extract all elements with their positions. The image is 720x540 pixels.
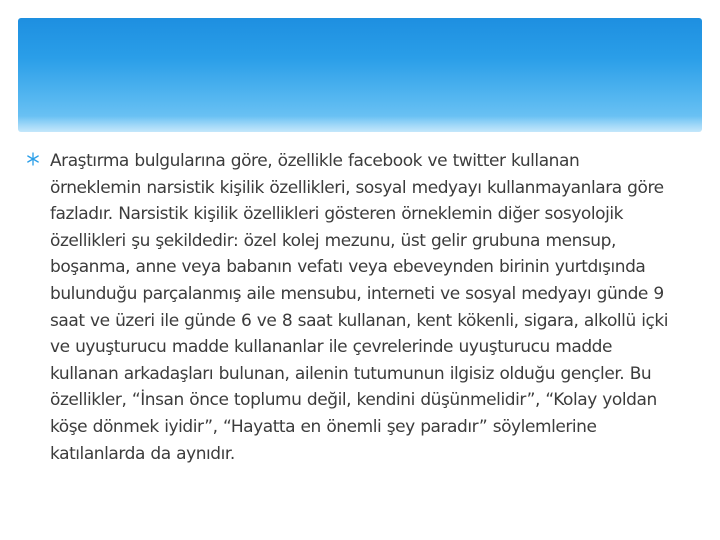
asterisk-bullet-icon — [26, 152, 40, 166]
bullet-text: Araştırma bulgularına göre, özellikle facebook ve twitter kullanan örneklemin narsistik kişilik özellikleri, sosyal medyayı kullanmayanlara göre fazladır. Narsistik kişilik özellikleri gösteren örneklemin diğer sosyolojik özellikleri şu şekildedir: özel kolej mezunu, üst gelir grubuna mensup, boşanma, anne veya babanın vefatı veya ebeveynden birinin yurtdışında bulunduğu parçalanmış aile mensubu, interneti ve sosyal medyayı günde 9 saat ve üzeri ile günde 6 ve 8 saat kullanan, kent kökenli, sigara, alkollü içki ve uyuşturucu madde kullananlar ile çevrelerinde uyuşturucu madde kullanan arkadaşları bulunan, ailenin tutumunun ilgisiz olduğu gençler. Bu özellikler, “İnsan önce toplumu değil, kendini düşünmelidir”, “Kolay yoldan köşe dönmek iyidir”, “Hayatta en önemli şey paradır” söylemlerine katılanlarda da aynıdır. — [50, 151, 669, 464]
bullet-list — [24, 148, 672, 467]
list-item — [24, 148, 672, 467]
header-band — [18, 18, 702, 132]
